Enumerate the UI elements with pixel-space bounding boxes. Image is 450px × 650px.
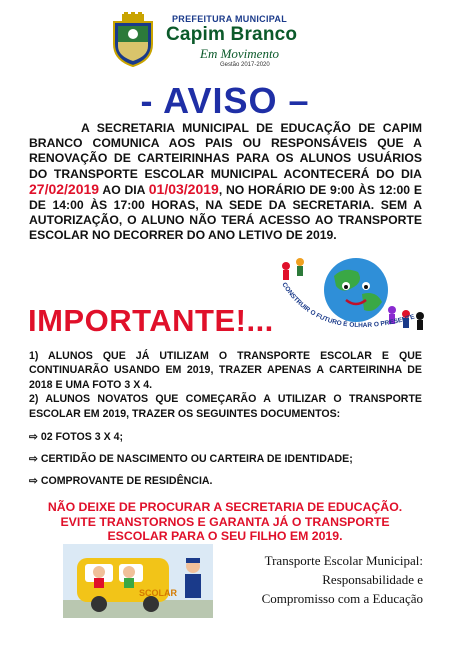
warning-line: EVITE TRANSTORNOS E GARANTA JÁ O TRANSPORTE [60, 514, 390, 529]
document-item: ⇨ COMPROVANTE DE RESIDÊNCIA. [29, 475, 213, 487]
footer-slogan [262, 551, 423, 608]
footer-line: Responsabilidade e [322, 572, 423, 587]
footer-line: Transporte Escolar Municipal: [264, 553, 423, 568]
brand-motto: Em Movimento [200, 46, 280, 61]
instructions-list [29, 349, 422, 421]
footer-line: Compromisso com a Educação [261, 591, 423, 606]
document-item: ⇨ 02 FOTOS 3 X 4; [29, 431, 124, 443]
globe-illustration [272, 254, 432, 336]
instruction-item: 1) ALUNOS QUE JÁ UTILIZAM O TRANSPORTE ESCOLAR E QUE CONTINUARÃO USANDO EM 2019, TRAZER APENAS A CARTEIRINHA DE 2018 E UMA FOTO 3 X 4. [29, 350, 422, 391]
notice-text-3: , NO HORÁRIO DE 9:00 ÀS 12:00 E DE 14:00 ÀS 17:00 HORAS, NA SEDE DA SECRETARIA. SEM A AUTORIZAÇÃO, O ALUNO NÃO TERÁ ACESSO AO TRANSPORTE ESCOLAR NO DECORRER DO ANO LETIVO DE 2019. [29, 182, 422, 243]
warning-line: ESCOLAR PARA O SEU FILHO EM 2019. [107, 529, 343, 544]
page-title: - AVISO – [140, 80, 310, 121]
instruction-item: 2) ALUNOS NOVATOS QUE COMEÇARÃO A UTILIZAR O TRANSPORTE ESCOLAR EM 2019, TRAZER OS SEGUINTES DOCUMENTOS: [29, 393, 422, 420]
gestao-label: Gestão 2017-2020 [220, 62, 270, 68]
document-item: ⇨ CERTIDÃO DE NASCIMENTO OU CARTEIRA DE IDENTIDADE; [29, 453, 353, 465]
warning-line: NÃO DEIXE DE PROCURAR A SECRETARIA DE EDUCAÇÃO. [47, 500, 403, 514]
notice-text-1: A SECRETARIA MUNICIPAL DE EDUCAÇÃO DE CAPIM BRANCO COMUNICA AOS PAIS OU RESPONSÁVEIS QUE A RENOVAÇÃO DE CARTEIRINHAS PARA OS ALUNOS USUÁRIOS DO TRANSPORTE ESCOLAR MUNICIPAL ACONTECERÁ DO DIA [29, 121, 422, 181]
notice-date-end: 01/03/2019 [148, 180, 219, 197]
warning-message [30, 500, 420, 544]
globe-caption: CONSTRUIR O FUTURO É OLHAR O PRESENTE [280, 281, 416, 330]
school-bus-illustration [63, 544, 213, 618]
important-heading: IMPORTANTE!... [28, 303, 274, 338]
bus-sign: SCOLAR [139, 588, 177, 598]
brand-name: Capim Branco [166, 24, 298, 45]
prefeitura-label: PREFEITURA MUNICIPAL [172, 14, 287, 24]
municipal-logo [108, 10, 330, 70]
notice-date-start: 27/02/2019 [29, 180, 100, 197]
notice-paragraph [29, 121, 422, 244]
notice-text-2: AO DIA [99, 182, 149, 197]
city-crest-icon [108, 12, 158, 68]
